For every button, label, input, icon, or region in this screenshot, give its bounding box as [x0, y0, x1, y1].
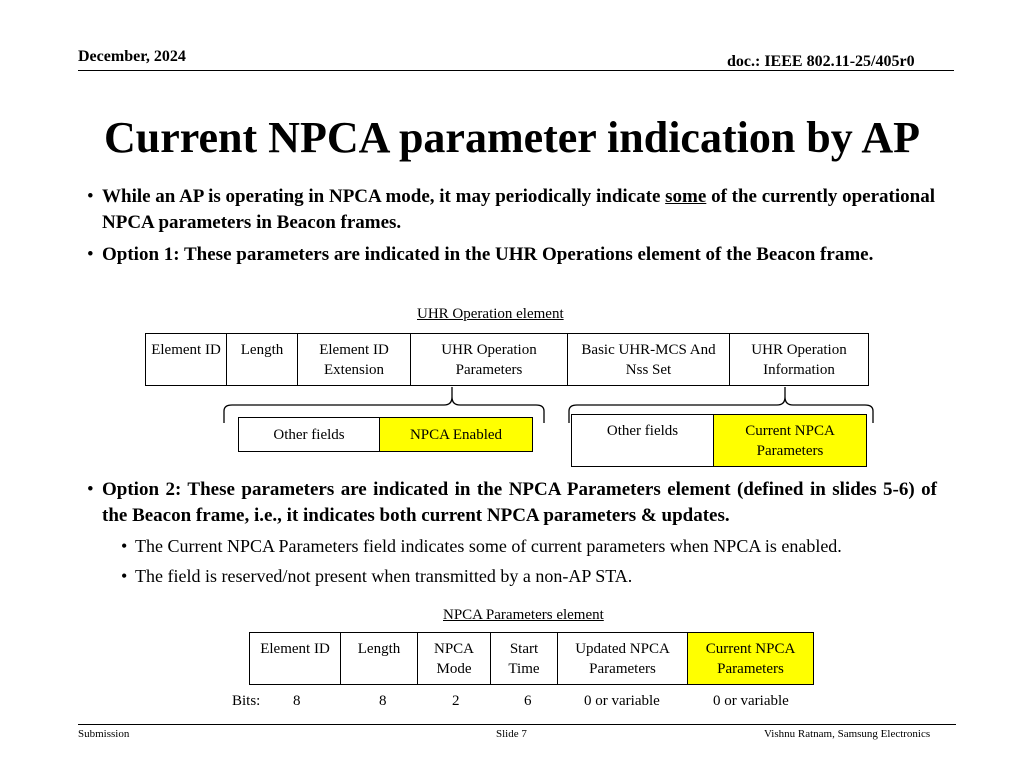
sub-bullet-1	[121, 534, 935, 558]
bullet-dot: •	[87, 186, 94, 207]
subfield-current-npca-parameters: Current NPCA Parameters	[714, 415, 867, 467]
npca-element-caption: NPCA Parameters element	[443, 607, 604, 623]
bullet-1-pre: While an AP is operating in NPCA mode, it may periodically indicate	[102, 186, 666, 207]
footer-submission: Submission	[78, 728, 130, 740]
subfield-other-fields: Other fields	[572, 415, 714, 467]
uhr-field-element-id: Element ID	[146, 334, 227, 386]
header-date: December, 2024	[78, 48, 186, 65]
footer-author: Vishnu Ratnam, Samsung Electronics	[764, 728, 931, 740]
bullet-1-post: of the currently operational NPCA parameters in Beacon frames.	[102, 186, 935, 233]
slide-title: Current NPCA parameter indication by AP	[104, 113, 920, 162]
bullet-2	[87, 242, 937, 268]
sub-bullet-2	[121, 564, 935, 588]
npca-field-start-time: Start Time	[491, 633, 558, 685]
uhr-field-element-id-extension: Element ID Extension	[298, 334, 411, 386]
header-rule	[78, 70, 954, 71]
footer-rule	[78, 724, 956, 725]
header-doc-id: doc.: IEEE 802.11-25/405r0	[727, 53, 915, 70]
uhr-element-table	[145, 333, 869, 386]
bits-current-parameters: 0 or variable	[713, 693, 789, 709]
npca-element-table	[249, 632, 814, 685]
uhr-params-row	[239, 418, 533, 452]
npca-field-npca-mode: NPCA Mode	[418, 633, 491, 685]
bullet-3-text: Option 2: These parameters are indicated in the NPCA Parameters element (defined in slides 5-6) of the Beacon frame, i.e., it indicates both current NPCA parameters & updates.	[102, 479, 937, 526]
bits-label: Bits:	[232, 693, 261, 709]
bullet-1	[87, 184, 937, 236]
bits-start-time: 6	[524, 693, 532, 709]
uhr-field-operation-parameters: UHR Operation Parameters	[411, 334, 568, 386]
subfield-npca-enabled: NPCA Enabled	[380, 418, 533, 452]
npca-field-element-id: Element ID	[250, 633, 341, 685]
uhr-info-subfields	[571, 414, 867, 467]
bullet-1-emphasis: some	[665, 186, 707, 207]
footer-slide-number: Slide 7	[496, 728, 527, 740]
uhr-params-subfields	[238, 417, 533, 452]
bullet-dot: •	[87, 479, 94, 500]
uhr-element-caption: UHR Operation element	[417, 306, 564, 322]
npca-field-updated-parameters: Updated NPCA Parameters	[558, 633, 688, 685]
bits-element-id: 8	[293, 693, 301, 709]
npca-field-current-parameters: Current NPCA Parameters	[688, 633, 814, 685]
bullet-3	[87, 477, 937, 529]
bits-npca-mode: 2	[452, 693, 460, 709]
bullet-dot: •	[121, 566, 128, 586]
uhr-field-length: Length	[227, 334, 298, 386]
bits-length: 8	[379, 693, 387, 709]
uhr-element-row	[146, 334, 869, 386]
npca-field-length: Length	[341, 633, 418, 685]
npca-element-row	[250, 633, 814, 685]
subfield-other-fields: Other fields	[239, 418, 380, 452]
sub-bullet-2-text: The field is reserved/not present when transmitted by a non-AP STA.	[135, 566, 633, 586]
uhr-info-row	[572, 415, 867, 467]
bits-updated-parameters: 0 or variable	[584, 693, 660, 709]
bullet-2-text: Option 1: These parameters are indicated in the UHR Operations element of the Beacon frame.	[102, 244, 874, 265]
bullet-dot: •	[87, 244, 94, 265]
uhr-field-basic-mcs-nss: Basic UHR-MCS And Nss Set	[568, 334, 730, 386]
bullet-dot: •	[121, 536, 128, 556]
uhr-field-operation-information: UHR Operation Information	[730, 334, 869, 386]
sub-bullet-1-text: The Current NPCA Parameters field indicates some of current parameters when NPCA is enabled.	[135, 536, 842, 556]
